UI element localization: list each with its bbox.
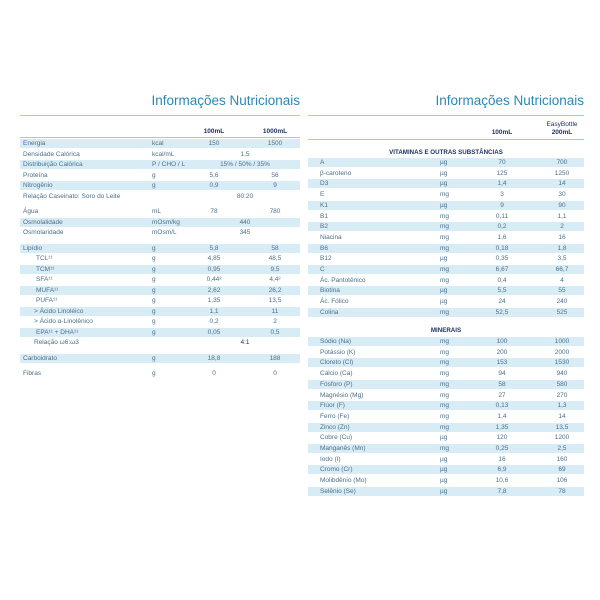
nutrient-name: B6 bbox=[320, 244, 328, 252]
nutrient-name: D3 bbox=[320, 180, 329, 188]
minerals-section-header: MINERAIS bbox=[430, 327, 462, 334]
value-200ml: 940 bbox=[556, 370, 568, 378]
left-row bbox=[20, 244, 300, 253]
vitamins-section-header: VITAMINAS E OUTRAS SUBSTÂNCIAS bbox=[389, 149, 503, 156]
vitamins-row bbox=[308, 254, 584, 263]
value-100ml: 9 bbox=[500, 201, 504, 209]
left-row bbox=[20, 354, 300, 363]
left-table-title: Informações Nutricionais bbox=[151, 93, 300, 108]
value-100ml: 120 bbox=[496, 434, 508, 442]
value-100ml: 100 bbox=[496, 338, 508, 345]
left-title-divider bbox=[20, 115, 300, 116]
value-shared: 345 bbox=[239, 229, 251, 236]
nutrient-unit: mg bbox=[440, 191, 450, 199]
value-100ml: 153 bbox=[496, 359, 508, 367]
value-200ml: 1250 bbox=[554, 169, 570, 177]
nutrient-name: Flúor (F) bbox=[320, 402, 345, 410]
nutrient-name: Energia bbox=[23, 140, 46, 147]
minerals-row bbox=[308, 465, 584, 474]
nutrient-unit: µg bbox=[440, 487, 448, 495]
value-100ml: 1,4 bbox=[497, 180, 507, 188]
value-1000ml: 9 bbox=[273, 182, 277, 189]
minerals-row bbox=[308, 444, 584, 453]
value-200ml: 30 bbox=[558, 191, 566, 199]
nutrient-unit: mg bbox=[440, 445, 450, 452]
left-row bbox=[20, 369, 300, 378]
value-200ml: 240 bbox=[556, 298, 568, 306]
value-100ml: 0,35 bbox=[495, 255, 509, 263]
minerals-row bbox=[308, 487, 584, 496]
nutrient-unit: mOsm/L bbox=[152, 229, 177, 236]
value-1000ml: 56 bbox=[271, 171, 279, 179]
nutrient-name: Sódio (Na) bbox=[320, 338, 352, 345]
left-row bbox=[20, 218, 300, 227]
value-1000ml: 0 bbox=[273, 370, 277, 377]
left-row bbox=[20, 181, 300, 190]
nutrient-unit: g bbox=[152, 318, 156, 325]
nutrient-unit: g bbox=[152, 286, 156, 294]
nutrient-unit: g bbox=[152, 255, 156, 262]
left-row bbox=[20, 275, 300, 284]
minerals-row bbox=[308, 455, 584, 464]
nutrient-unit: mg bbox=[440, 308, 450, 316]
nutrient-name: Selênio (Se) bbox=[320, 487, 356, 495]
value-100ml: 0,11 bbox=[495, 212, 509, 220]
nutrient-name: Colina bbox=[320, 308, 339, 316]
minerals-row bbox=[308, 380, 584, 389]
left-row bbox=[20, 192, 300, 201]
nutrient-unit: µg bbox=[440, 180, 448, 188]
value-200ml: 1,3 bbox=[557, 402, 567, 410]
value-1000ml: 58 bbox=[271, 244, 279, 252]
left-row bbox=[20, 139, 300, 148]
nutrient-unit: g bbox=[152, 307, 156, 315]
value-200ml: 16 bbox=[558, 233, 566, 241]
nutrient-unit: µg bbox=[440, 298, 448, 306]
minerals-row bbox=[308, 348, 584, 357]
right-nutrition-table bbox=[308, 0, 584, 600]
nutrient-name: Proteína bbox=[23, 171, 48, 179]
nutrient-unit: µg bbox=[440, 434, 448, 442]
value-1000ml: 780 bbox=[269, 208, 281, 215]
value-100ml: 1,1 bbox=[209, 307, 219, 315]
vitamins-row bbox=[308, 201, 584, 210]
nutrient-unit: g bbox=[152, 328, 156, 336]
value-200ml: 55 bbox=[558, 287, 566, 295]
value-1000ml: 4,4² bbox=[269, 276, 281, 283]
minerals-row bbox=[308, 369, 584, 378]
value-100ml: 58 bbox=[498, 380, 506, 388]
nutrient-unit: mg bbox=[440, 402, 450, 410]
nutrient-name: PUFA¹¹ bbox=[36, 297, 58, 304]
nutrient-unit: µg bbox=[440, 159, 448, 166]
value-shared: 80:20 bbox=[236, 192, 254, 200]
value-100ml: 125 bbox=[496, 169, 508, 177]
left-col-1000ml-header: 1000mL bbox=[262, 128, 288, 135]
nutrient-name: EPA¹¹ + DHA¹¹ bbox=[36, 328, 79, 336]
vitamins-row bbox=[308, 276, 584, 285]
value-100ml: 18,8 bbox=[207, 354, 221, 362]
value-200ml: 4 bbox=[560, 276, 564, 284]
nutrient-name: > Ácido Linoléico bbox=[34, 307, 84, 315]
vitamins-row bbox=[308, 286, 584, 295]
value-100ml: 78 bbox=[210, 208, 218, 215]
nutrient-unit: mg bbox=[440, 423, 450, 431]
nutrient-name: Água bbox=[23, 208, 39, 215]
value-shared: 1,5 bbox=[240, 150, 250, 158]
value-200ml: 270 bbox=[556, 391, 568, 399]
minerals-row bbox=[308, 423, 584, 432]
value-100ml: 150 bbox=[208, 140, 220, 147]
nutrient-name: TCM¹¹ bbox=[36, 265, 55, 273]
value-200ml: 1200 bbox=[554, 434, 570, 442]
nutrient-unit: g bbox=[152, 370, 156, 377]
nutrient-name: K1 bbox=[320, 201, 328, 209]
nutrient-name: Zinco (Zn) bbox=[320, 423, 350, 431]
left-row bbox=[20, 171, 300, 180]
nutrient-unit: mL bbox=[152, 208, 162, 215]
value-1000ml: 1500 bbox=[267, 140, 283, 147]
value-100ml: 0,95 bbox=[207, 265, 221, 273]
left-row bbox=[20, 286, 300, 295]
left-row bbox=[20, 150, 300, 159]
value-200ml: 580 bbox=[556, 380, 568, 388]
vitamins-row bbox=[308, 190, 584, 199]
nutrient-name: β-caroteno bbox=[320, 169, 352, 177]
left-row bbox=[20, 254, 300, 263]
nutrient-unit: µg bbox=[440, 169, 448, 177]
left-row bbox=[20, 207, 300, 216]
right-col-easybottle-label: EasyBottle bbox=[546, 121, 578, 128]
nutrient-unit: µg bbox=[440, 287, 448, 295]
nutrient-name: Carboidrato bbox=[23, 354, 57, 362]
nutrient-name: C bbox=[320, 266, 325, 273]
vitamins-row bbox=[308, 297, 584, 306]
nutrient-unit: kcal/mL bbox=[152, 150, 175, 158]
nutrient-unit: mg bbox=[440, 212, 450, 220]
value-200ml: 2,5 bbox=[557, 445, 567, 452]
value-100ml: 94 bbox=[498, 370, 506, 378]
nutrient-name: Osmolalidade bbox=[23, 218, 63, 226]
nutrient-unit: mg bbox=[440, 276, 450, 284]
nutrient-name: Relação Caseinato: Soro do Leite bbox=[23, 192, 121, 200]
nutrient-name: > Ácido α-Linolênico bbox=[34, 318, 93, 325]
nutrient-unit: µg bbox=[440, 477, 448, 485]
value-1000ml: 26,2 bbox=[268, 286, 282, 294]
nutrient-unit: mg bbox=[440, 359, 450, 367]
nutrient-unit: g bbox=[152, 244, 156, 252]
nutrient-unit: mg bbox=[440, 370, 450, 378]
nutrient-unit: mg bbox=[440, 391, 450, 399]
value-200ml: 13,5 bbox=[555, 423, 569, 431]
value-100ml: 0,4 bbox=[497, 276, 507, 284]
nutrient-name: Fibras bbox=[23, 370, 42, 377]
value-200ml: 1530 bbox=[554, 359, 570, 367]
value-100ml: 0,05 bbox=[207, 328, 221, 336]
nutrient-name: Iodo (I) bbox=[320, 455, 341, 463]
value-200ml: 66,7 bbox=[555, 266, 569, 273]
value-200ml: 700 bbox=[556, 159, 568, 166]
nutrient-unit: µg bbox=[440, 466, 448, 474]
vitamins-row bbox=[308, 233, 584, 242]
nutrient-unit: mg bbox=[440, 223, 450, 231]
value-1000ml: 188 bbox=[269, 354, 281, 362]
value-100ml: 6,9 bbox=[497, 466, 507, 474]
vitamins-row bbox=[308, 308, 584, 317]
nutrient-name: Cromo (Cr) bbox=[320, 466, 353, 474]
value-1000ml: 9,5 bbox=[270, 265, 280, 273]
value-100ml: 0 bbox=[212, 370, 216, 377]
vitamins-row bbox=[308, 265, 584, 274]
value-200ml: 2000 bbox=[554, 348, 570, 356]
nutrient-name: Potássio (K) bbox=[320, 348, 356, 356]
vitamins-row bbox=[308, 244, 584, 253]
value-200ml: 106 bbox=[556, 477, 568, 485]
value-shared: 440 bbox=[239, 218, 251, 226]
left-row bbox=[20, 265, 300, 274]
value-100ml: 52,5 bbox=[495, 308, 509, 316]
minerals-row bbox=[308, 358, 584, 367]
nutrient-name: Cobre (Cu) bbox=[320, 434, 353, 442]
value-100ml: 27 bbox=[498, 391, 506, 399]
value-100ml: 1,35 bbox=[207, 297, 221, 304]
value-100ml: 10,6 bbox=[495, 477, 509, 485]
nutrient-unit: µg bbox=[440, 201, 448, 209]
nutrient-unit: g bbox=[152, 276, 156, 283]
left-header-divider bbox=[20, 137, 300, 138]
nutrient-name: TCL¹¹ bbox=[36, 255, 53, 262]
value-100ml: 0,18 bbox=[495, 244, 509, 252]
minerals-row bbox=[308, 433, 584, 442]
nutrient-unit: g bbox=[152, 265, 156, 273]
nutrient-name: B1 bbox=[320, 212, 328, 220]
value-1000ml: 11 bbox=[271, 307, 279, 315]
value-200ml: 90 bbox=[558, 201, 566, 209]
value-100ml: 0,9 bbox=[209, 182, 219, 189]
nutrient-name: Biotina bbox=[320, 287, 340, 295]
value-200ml: 1,8 bbox=[557, 244, 567, 252]
left-row bbox=[20, 160, 300, 169]
nutrient-name: Manganês (Mn) bbox=[320, 445, 366, 452]
value-100ml: 1,35 bbox=[495, 423, 509, 431]
vitamins-row bbox=[308, 169, 584, 178]
nutrient-unit: mg bbox=[440, 380, 450, 388]
value-1000ml: 2 bbox=[273, 318, 277, 325]
vitamins-row bbox=[308, 222, 584, 231]
nutrient-name: MUFA¹¹ bbox=[36, 286, 59, 294]
vitamins-row bbox=[308, 158, 584, 167]
value-1000ml: 0,5 bbox=[270, 328, 280, 336]
vitamins-row bbox=[308, 179, 584, 188]
nutrient-name: Ác. Fólico bbox=[320, 298, 349, 306]
nutrient-name: Lipídio bbox=[23, 244, 43, 252]
nutrient-unit: g bbox=[152, 171, 156, 179]
nutrient-unit: g bbox=[152, 354, 156, 362]
right-col-100ml-header: 100mL bbox=[491, 129, 513, 136]
minerals-row bbox=[308, 337, 584, 346]
left-row bbox=[20, 328, 300, 337]
value-200ml: 1,1 bbox=[557, 212, 567, 220]
value-1000ml: 13,5 bbox=[268, 297, 282, 304]
left-row bbox=[20, 338, 300, 347]
minerals-row bbox=[308, 391, 584, 400]
nutrient-name: Ác. Pantotênico bbox=[320, 276, 366, 284]
nutrient-unit: mg bbox=[440, 338, 450, 345]
value-shared: 4:1 bbox=[240, 339, 250, 346]
nutrient-unit: mg bbox=[440, 348, 450, 356]
nutrient-unit: mg bbox=[440, 412, 450, 420]
left-row bbox=[20, 317, 300, 326]
value-200ml: 69 bbox=[558, 466, 566, 474]
nutrient-name: Magnésio (Mg) bbox=[320, 391, 364, 399]
left-col-100ml-header: 100mL bbox=[203, 128, 225, 135]
right-title-divider bbox=[308, 115, 584, 116]
value-100ml: 4,85 bbox=[207, 255, 221, 262]
minerals-row bbox=[308, 412, 584, 421]
value-100ml: 5,6 bbox=[209, 171, 219, 179]
value-200ml: 3,5 bbox=[557, 255, 567, 263]
value-100ml: 0,13 bbox=[495, 402, 509, 410]
value-100ml: 0,25 bbox=[495, 445, 509, 452]
nutrient-name: Nitrogênio bbox=[23, 182, 53, 189]
nutrient-unit: µg bbox=[440, 455, 448, 463]
nutrient-unit: mg bbox=[440, 244, 450, 252]
left-row bbox=[20, 296, 300, 305]
value-shared: 15% / 50% / 35% bbox=[220, 161, 270, 168]
value-100ml: 7,8 bbox=[497, 487, 507, 495]
value-100ml: 5,8 bbox=[209, 244, 219, 252]
value-100ml: 3 bbox=[500, 191, 504, 199]
value-100ml: 200 bbox=[496, 348, 508, 356]
nutrient-unit: g bbox=[152, 297, 156, 304]
nutrient-name: A bbox=[320, 159, 325, 166]
nutrient-name: Molibdênio (Mo) bbox=[320, 477, 367, 485]
value-100ml: 6,67 bbox=[495, 266, 509, 273]
value-100ml: 16 bbox=[498, 455, 506, 463]
value-100ml: 0,44² bbox=[206, 276, 222, 283]
value-100ml: 24 bbox=[498, 298, 506, 306]
nutrient-unit: µg bbox=[440, 255, 448, 263]
left-row bbox=[20, 307, 300, 316]
nutrient-unit: mOsm/kg bbox=[152, 218, 180, 226]
nutrient-name: Ferro (Fe) bbox=[320, 412, 350, 420]
value-100ml: 70 bbox=[498, 159, 506, 166]
value-200ml: 78 bbox=[558, 487, 566, 495]
right-col-200ml-header: 200mL bbox=[551, 129, 573, 136]
right-table-title: Informações Nutricionais bbox=[435, 93, 584, 108]
value-100ml: 1,4 bbox=[497, 412, 507, 420]
nutrient-name: B2 bbox=[320, 223, 328, 231]
left-nutrition-table bbox=[20, 0, 300, 600]
minerals-row bbox=[308, 476, 584, 485]
value-1000ml: 48,5 bbox=[268, 255, 282, 262]
nutrient-name: Niacina bbox=[320, 233, 342, 241]
nutrient-name: B12 bbox=[320, 255, 332, 263]
value-200ml: 160 bbox=[556, 455, 568, 463]
nutrient-name: Cálcio (Ca) bbox=[320, 370, 353, 378]
nutrient-name: E bbox=[320, 191, 325, 199]
nutrient-unit: P / CHO / L bbox=[152, 161, 186, 168]
vitamins-row bbox=[308, 212, 584, 221]
value-200ml: 525 bbox=[556, 308, 568, 316]
nutrient-unit: mg bbox=[440, 266, 450, 273]
value-200ml: 14 bbox=[558, 412, 566, 420]
nutrient-name: Osmolaridade bbox=[23, 229, 64, 236]
nutrient-name: Relação ω6:ω3 bbox=[34, 339, 79, 346]
value-100ml: 0,2 bbox=[497, 223, 507, 231]
value-200ml: 1000 bbox=[554, 338, 570, 345]
nutrient-name: Densidade Calórica bbox=[23, 150, 80, 158]
nutrient-name: Cloreto (Cl) bbox=[320, 359, 354, 367]
nutrient-name: SFA¹¹ bbox=[36, 276, 53, 283]
value-100ml: 2,62 bbox=[207, 286, 221, 294]
nutrient-unit: g bbox=[152, 182, 156, 189]
nutrient-name: Fósforo (P) bbox=[320, 380, 353, 388]
value-200ml: 2 bbox=[560, 223, 564, 231]
right-header-divider bbox=[308, 139, 584, 140]
minerals-row bbox=[308, 401, 584, 410]
value-100ml: 0,2 bbox=[209, 318, 219, 325]
value-100ml: 5,5 bbox=[497, 287, 507, 295]
nutrient-unit: mg bbox=[440, 233, 450, 241]
value-200ml: 14 bbox=[558, 180, 566, 188]
value-100ml: 1,6 bbox=[497, 233, 507, 241]
nutrient-name: Distribuição Calórica bbox=[23, 161, 83, 168]
left-row bbox=[20, 228, 300, 237]
nutrient-unit: kcal bbox=[152, 140, 164, 147]
